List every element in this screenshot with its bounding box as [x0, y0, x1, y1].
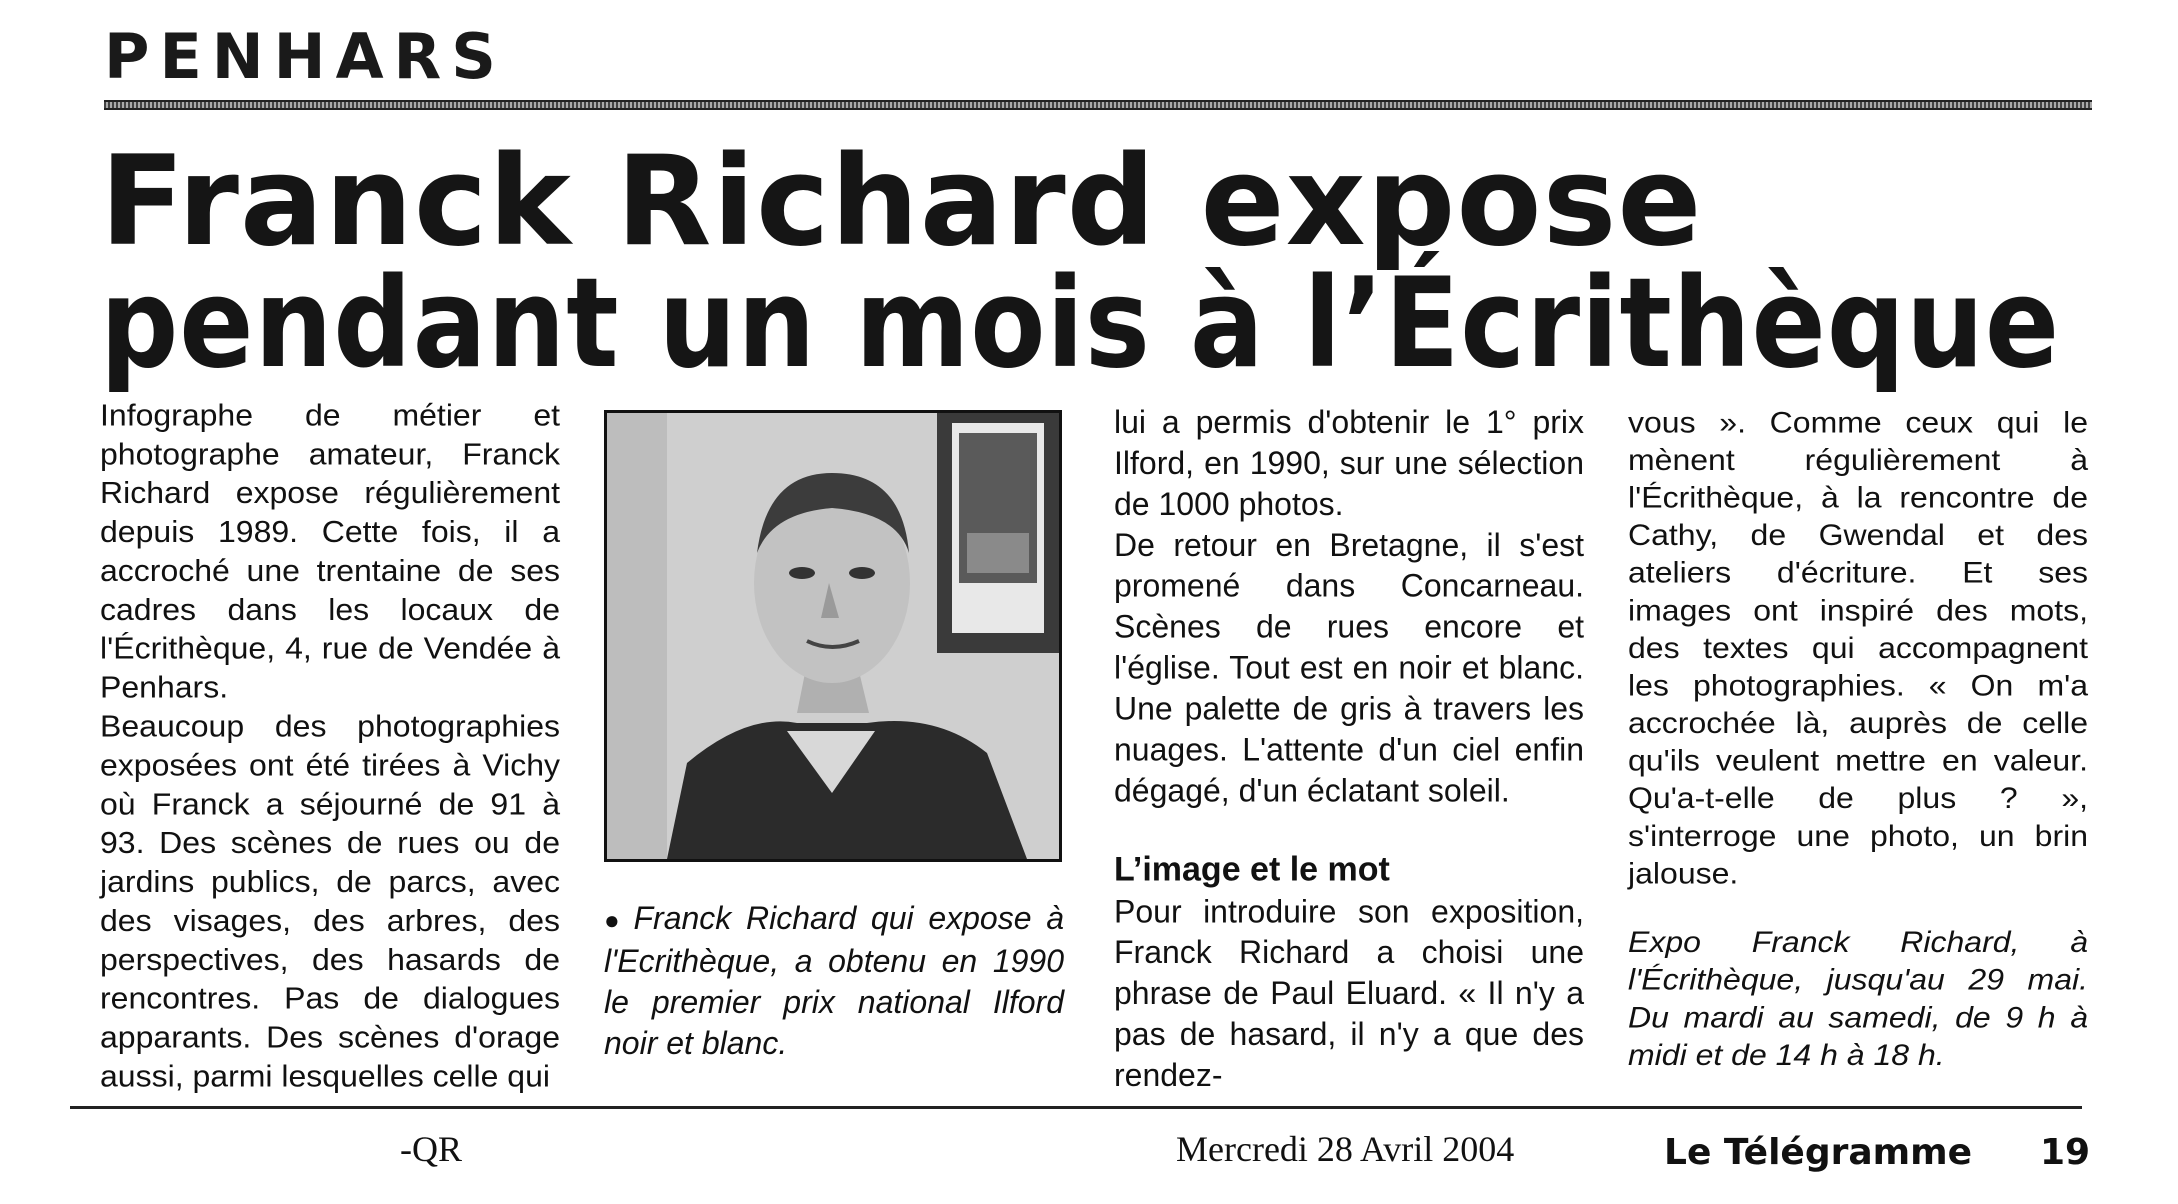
paragraph: De retour en Bretagne, il s'est promené dans Concarneau. Scènes de rues encore et l'église. Tout est en noir et blanc. Une palette de gris à travers les nuages. L'attente d'un ciel enfin dégagé, d'un éclatant soleil.	[1114, 526, 1584, 809]
caption-text: Franck Richard qui expose à l'Ecrithèque, a obtenu en 1990 le premier prix national Ilford noir et blanc.	[604, 900, 1064, 1061]
footer-initials: -QR	[400, 1129, 462, 1169]
paragraph: Beaucoup des photographies exposées ont été tirées à Vichy où Franck a séjourné de 91 à 93. Des scènes de rues ou de jardins publics, de parcs, avec des visages, des arbres, des perspectives, des hasards de rencontres. Pas de dialogues apparants. Des scènes d'orage aussi, parmi lesquelles celle qui	[100, 709, 560, 1094]
footer-date: Mercredi 28 Avril 2004	[1176, 1129, 1515, 1169]
portrait-photo-icon	[607, 413, 1059, 859]
top-rule	[104, 100, 2092, 110]
subheading: L’image et le mot	[1114, 850, 1390, 889]
headline-line-2: pendant un mois à l’Écrithèque	[100, 252, 2061, 396]
paragraph: Infographe de métier et photographe amateur, Franck Richard expose régulièrement depuis 1989. Cette fois, il a accroché une trentaine de ses cadres dans les locaux de l'Écrithèque, 4, rue de Vendée à Penhars.	[100, 397, 560, 705]
bottom-rule	[70, 1106, 2082, 1109]
article-column-3	[1114, 402, 1584, 1096]
paragraph: vous ». Comme ceux qui le mènent régulièrement à l'Écrithèque, à la rencontre de Cathy, de Gwendal et des ateliers d'écriture. Et ses images ont inspiré des mots, des textes qui accompagnent les photographies. « On m'a accrochée là, auprès de celle qu'ils veulent mettre en valeur. Qu'a-t-elle de plus ? », s'interroge une photo, un brin jalouse.	[1628, 405, 2088, 890]
article-column-4	[1628, 404, 2088, 1074]
section-title: PENHARS	[104, 20, 506, 93]
portrait-photo	[604, 410, 1062, 862]
headline-line-1: Franck Richard expose	[100, 130, 1703, 274]
exhibition-info: Expo Franck Richard, à l'Écrithèque, jusqu'au 29 mai. Du mardi au samedi, de 9 h à midi et de 14 h à 18 h.	[1628, 925, 2088, 1072]
photo-caption	[604, 898, 1064, 1064]
page-number: 19	[2040, 1132, 2091, 1173]
newspaper-name: Le Télégramme	[1664, 1132, 1973, 1173]
paragraph: lui a permis d'obtenir le 1° prix Ilford, en 1990, sur une sélection de 1000 photos.	[1114, 403, 1584, 522]
paragraph: Pour introduire son exposition, Franck Richard a choisi une phrase de Paul Eluard. « Il n'y a pas de hasard, il n'y a que des rendez-	[1114, 893, 1584, 1094]
bullet-icon: ●	[604, 905, 626, 935]
article-column-1	[100, 396, 560, 1096]
